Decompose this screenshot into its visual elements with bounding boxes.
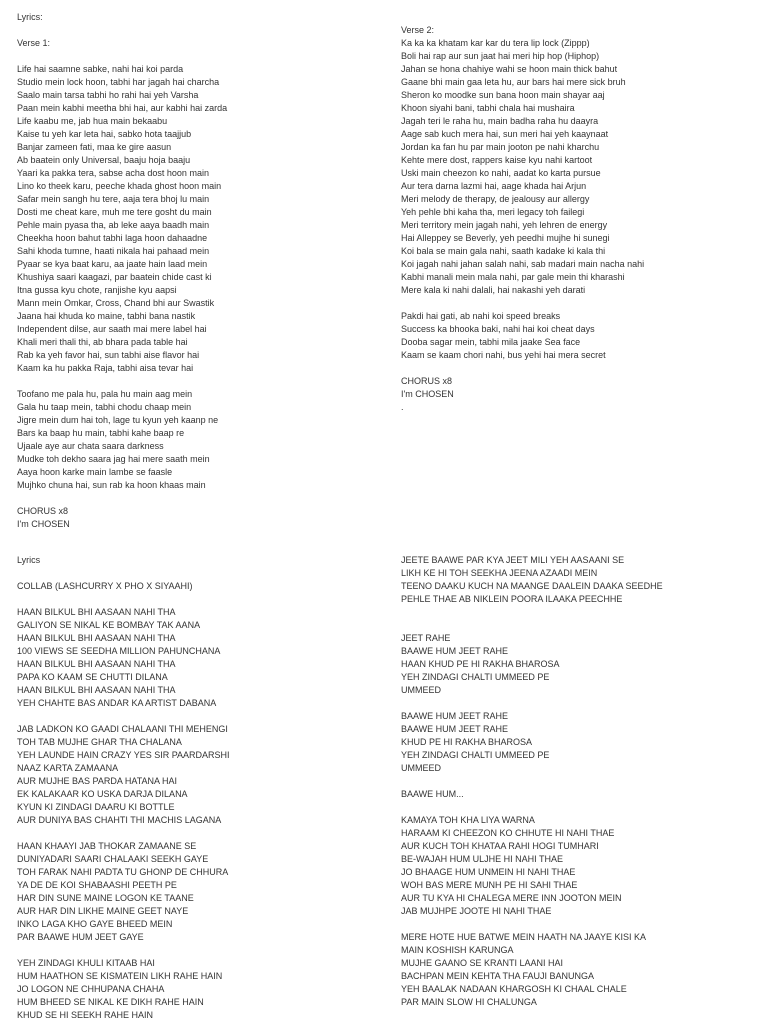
lyric-line: KYUN KI ZINDAGI DAARU KI BOTTLE [17,802,175,812]
lyric-line: EK KALAKAAR KO USKA DARJA DILANA [17,789,188,799]
lyric-line [401,606,766,619]
lyric-line: HUM HAATHON SE KISMATEIN LIKH RAHE HAIN [17,971,223,981]
lyric-line: AUR MUJHE BAS PARDA HATANA HAI [17,776,178,786]
lyric-line: Koi jagah nahi jahan salah nahi, sab madari main nacha nahi [401,259,645,269]
lyric-line: HAAN BILKUL BHI AASAAN NAHI THA [17,607,176,617]
lyric-line: YEH ZINDAGI KHULI KITAAB HAI [17,958,155,968]
lyric-line: Dooba sagar mein, tabhi mila jaake Sea face [401,337,581,347]
lyric-line: MERE HOTE HUE BATWE MEIN HAATH NA JAAYE KISI KA [401,932,647,942]
lyric-line: Sahi khoda tumne, haati nikala hai pahaad mein [17,246,210,256]
lyric-line: Banjar zameen fati, maa ke gire aasun [17,142,172,152]
lyric-line: Mann mein Omkar, Cross, Chand bhi aur Swastik [17,298,215,308]
lyric-line: PAPA KO KAAM SE CHUTTI DILANA [17,672,168,682]
lyric-line: Gaane bhi main gaa leta hu, aur bars hai mere sick bruh [401,77,626,87]
lyric-line: BE-WAJAH HUM ULJHE HI NAHI THAE [401,854,564,864]
lyric-line: Aage sab kuch mera hai, sun meri hai yeh kaaynaat [401,129,609,139]
lyric-line [401,697,766,710]
lyric-line: Pyaar se kya baat karu, aa jaate hain laad mein [17,259,208,269]
lyric-line: PAR MAIN SLOW HI CHALUNGA [401,997,537,1007]
lyric-line: HAAN KHUD PE HI RAKHA BHAROSA [401,659,560,669]
lyric-line [17,567,382,580]
lyric-line: Safar mein sangh hu tere, aaja tera bhoj lu main [17,194,210,204]
lyric-line: AUR KUCH TOH KHATAA RAHI HOGI TUMHARI [401,841,599,851]
lyric-line: JEETE BAAWE PAR KYA JEET MILI YEH AASAANI SE [401,555,625,565]
lyric-line: Hai Alleppey se Beverly, yeh peedhi mujhe hi sunegi [401,233,610,243]
lyric-line [17,492,382,505]
lyric-line: CHORUS x8 [401,376,453,386]
lyric-line: Success ka bhooka baki, nahi hai koi cheat days [401,324,595,334]
lyric-line: TEENO DAAKU KUCH NA MAANGE DAALEIN DAAKA SEEDHE [401,581,663,591]
lyric-line: Mere kala ki nahi dalali, hai nakashi yeh darati [401,285,586,295]
lyric-line: Mudke toh dekho saara jag hai mere saath mein [17,454,210,464]
lyric-line: HAAN KHAAYI JAB THOKAR ZAMAANE SE [17,841,197,851]
page-1-left-column [17,11,382,531]
lyric-line: DUNIYADARI SAARI CHALAAKI SEEKH GAYE [17,854,209,864]
lyric-line: Itna gussa kyu chote, ranjishe kyu aapsi [17,285,177,295]
lyric-line: Independent dilse, aur saath mai mere label hai [17,324,207,334]
lyric-line: AUR HAR DIN LIKHE MAINE GEET NAYE [17,906,189,916]
lyric-line [401,619,766,632]
lyric-line: Khali meri thali thi, ab bhara pada table hai [17,337,188,347]
lyric-line [17,375,382,388]
lyric-line: GALIYON SE NIKAL KE BOMBAY TAK AANA [17,620,201,630]
lyric-line: Paan mein kabhi meetha bhi hai, aur kabhi hai zarda [17,103,228,113]
lyric-line: Jagah teri le raha hu, main badha raha hu daayra [401,116,599,126]
lyric-line: Boli hai rap aur sun jaat hai meri hip hop (Hiphop) [401,51,600,61]
lyric-line: JO LOGON NE CHHUPANA CHAHA [17,984,165,994]
lyric-line: Kaam ka hu pakka Raja, tabhi aisa tevar hai [17,363,194,373]
lyric-line [401,297,766,310]
lyric-line [17,827,382,840]
lyric-line: Ab baatein only Universal, baaju hoja baaju [17,155,191,165]
lyric-line: Koi bala se main gala nahi, saath kadake ki kala thi [401,246,606,256]
lyric-line: JEET RAHE [401,633,451,643]
lyric-line: Jaana hai khuda ko maine, tabhi bana nastik [17,311,196,321]
lyric-line: Khushiya saari kaagazi, par baatein chide cast ki [17,272,212,282]
lyric-line: UMMEED [401,685,441,695]
lyric-line: Jigre mein dum hai toh, lage tu kyun yeh kaanp ne [17,415,219,425]
lyric-line: LIKH KE HI TOH SEEKHA JEENA AZAADI MEIN [401,568,598,578]
lyric-line: 100 VIEWS SE SEEDHA MILLION PAHUNCHANA [17,646,221,656]
lyric-line: Lino ko theek karu, peeche khada ghost hoon main [17,181,222,191]
lyric-line [17,944,382,957]
lyric-line: Saalo main tarsa tabhi ho rahi hai yeh Varsha [17,90,199,100]
lyric-line: MUJHE GAANO SE KRANTI LAANI HAI [401,958,564,968]
lyric-line: HUM BHEED SE NIKAL KE DIKH RAHE HAIN [17,997,204,1007]
lyric-line: AUR DUNIYA BAS CHAHTI THI MACHIS LAGANA [17,815,222,825]
page-1-right-column [401,24,766,414]
lyric-line: BAAWE HUM... [401,789,464,799]
lyric-line: Verse 2: [401,25,435,35]
lyric-line: YEH ZINDAGI CHALTI UMMEED PE [401,672,550,682]
lyric-line: TOH TAB MUJHE GHAR THA CHALANA [17,737,182,747]
lyric-line: Pakdi hai gati, ab nahi koi speed breaks [401,311,561,321]
lyric-line: HAAN BILKUL BHI AASAAN NAHI THA [17,685,176,695]
lyric-line: JO BHAAGE HUM UNMEIN HI NAHI THAE [401,867,576,877]
lyric-line: HAAN BILKUL BHI AASAAN NAHI THA [17,633,176,643]
lyric-line: Kabhi manali mein mala nahi, par gale mein thi kharashi [401,272,625,282]
lyric-line: YEH LAUNDE HAIN CRAZY YES SIR PAARDARSHI [17,750,230,760]
lyric-line: Lyrics: [17,12,43,22]
lyric-line: HAAN BILKUL BHI AASAAN NAHI THA [17,659,176,669]
lyric-line: Life kaabu me, jab hua main bekaabu [17,116,168,126]
lyric-line [401,362,766,375]
lyric-line: HAR DIN SUNE MAINE LOGON KE TAANE [17,893,194,903]
lyric-line: Dosti me cheat kare, muh me tere gosht du main [17,207,212,217]
lyric-line: Kaam se kaam chori nahi, bus yehi hai mera secret [401,350,606,360]
lyric-line: Uski main cheezon ko nahi, aadat ko karta pursue [401,168,601,178]
lyric-line: BACHPAN MEIN KEHTA THA FAUJI BANUNGA [401,971,595,981]
lyric-line: Aaya hoon karke main lambe se faasle [17,467,173,477]
lyric-line [401,918,766,931]
lyric-line: INKO LAGA KHO GAYE BHEED MEIN [17,919,173,929]
lyric-line: NAAZ KARTA ZAMAANA [17,763,119,773]
lyric-line [17,24,382,37]
lyric-line: Ka ka ka khatam kar kar du tera lip lock (Zippp) [401,38,590,48]
page-2-right-column [401,554,766,1009]
lyric-line: YEH CHAHTE BAS ANDAR KA ARTIST DABANA [17,698,217,708]
lyric-line: Rab ka yeh favor hai, sun tabhi aise flavor hai [17,350,200,360]
lyric-line: HARAAM KI CHEEZON KO CHHUTE HI NAHI THAE [401,828,615,838]
lyric-line: Yeh pehle bhi kaha tha, meri legacy toh failegi [401,207,585,217]
lyric-line: Gala hu taap mein, tabhi chodu chaap mein [17,402,192,412]
lyric-line: Pehle main pyasa tha, ab leke aaya baadh main [17,220,210,230]
lyric-line: Bars ka baap hu main, tabhi kahe baap re [17,428,185,438]
lyric-line: KHUD PE HI RAKHA BHAROSA [401,737,533,747]
page-2-left-column [17,554,382,1022]
lyric-line: Ujaale aye aur chata saara darkness [17,441,164,451]
lyric-line: JAB MUJHPE JOOTE HI NAHI THAE [401,906,552,916]
lyric-line [17,50,382,63]
lyric-line: Jahan se hona chahiye wahi se hoon main thick bahut [401,64,618,74]
lyric-line: YEH BAALAK NADAAN KHARGOSH KI CHAAL CHALE [401,984,627,994]
lyric-line: Mujhko chuna hai, sun rab ka hoon khaas main [17,480,206,490]
lyric-line: Yaari ka pakka tera, sabse acha dost hoon main [17,168,209,178]
lyric-line [401,801,766,814]
lyric-line: I'm CHOSEN [401,389,454,399]
lyric-line: MAIN KOSHISH KARUNGA [401,945,514,955]
lyric-line: BAAWE HUM JEET RAHE [401,646,509,656]
lyric-line: PAR BAAWE HUM JEET GAYE [17,932,144,942]
lyric-line: Studio mein lock hoon, tabhi har jagah hai charcha [17,77,220,87]
lyric-line: Sheron ko moodke sun bana hoon main shayar aaj [401,90,605,100]
lyric-line: . [401,402,404,412]
lyric-line: TOH FARAK NAHI PADTA TU GHONP DE CHHURA [17,867,229,877]
lyric-line: Jordan ka fan hu par main jooton pe nahi kharchu [401,142,600,152]
lyric-line: COLLAB (LASHCURRY X PHO X SIYAAHI) [17,581,193,591]
lyric-line: Verse 1: [17,38,51,48]
lyric-line: BAAWE HUM JEET RAHE [401,724,509,734]
lyric-line: PEHLE THAE AB NIKLEIN POORA ILAAKA PEECHHE [401,594,623,604]
lyric-line: Cheekha hoon bahut tabhi laga hoon dahaadne [17,233,208,243]
lyric-line [17,710,382,723]
lyric-line [401,775,766,788]
lyric-line: Lyrics [17,555,41,565]
lyric-line: BAAWE HUM JEET RAHE [401,711,509,721]
lyric-line: CHORUS x8 [17,506,69,516]
lyric-line: Toofano me pala hu, pala hu main aag mein [17,389,193,399]
lyric-line: Meri melody de therapy, de jealousy aur allergy [401,194,590,204]
lyric-line: I'm CHOSEN [17,519,70,529]
lyric-line: KAMAYA TOH KHA LIYA WARNA [401,815,535,825]
lyric-line: YA DE DE KOI SHABAASHI PEETH PE [17,880,177,890]
lyric-line: WOH BAS MERE MUNH PE HI SAHI THAE [401,880,578,890]
lyric-line: Meri territory mein jagah nahi, yeh lehren de energy [401,220,608,230]
lyric-line: YEH ZINDAGI CHALTI UMMEED PE [401,750,550,760]
lyric-line: Kaise tu yeh kar leta hai, sabko hota taajjub [17,129,192,139]
lyric-line: Khoon siyahi bani, tabhi chala hai mushaira [401,103,575,113]
lyric-line: AUR TU KYA HI CHALEGA MERE INN JOOTON MEIN [401,893,622,903]
lyric-line: JAB LADKON KO GAADI CHALAANI THI MEHENGI [17,724,228,734]
lyric-line: Life hai saamne sabke, nahi hai koi parda [17,64,184,74]
lyric-line [17,593,382,606]
lyric-line: Kehte mere dost, rappers kaise kyu nahi kartoot [401,155,593,165]
lyric-line: UMMEED [401,763,441,773]
lyric-line: Aur tera darna lazmi hai, aage khada hai Arjun [401,181,587,191]
lyric-line: KHUD SE HI SEEKH RAHE HAIN [17,1010,154,1020]
